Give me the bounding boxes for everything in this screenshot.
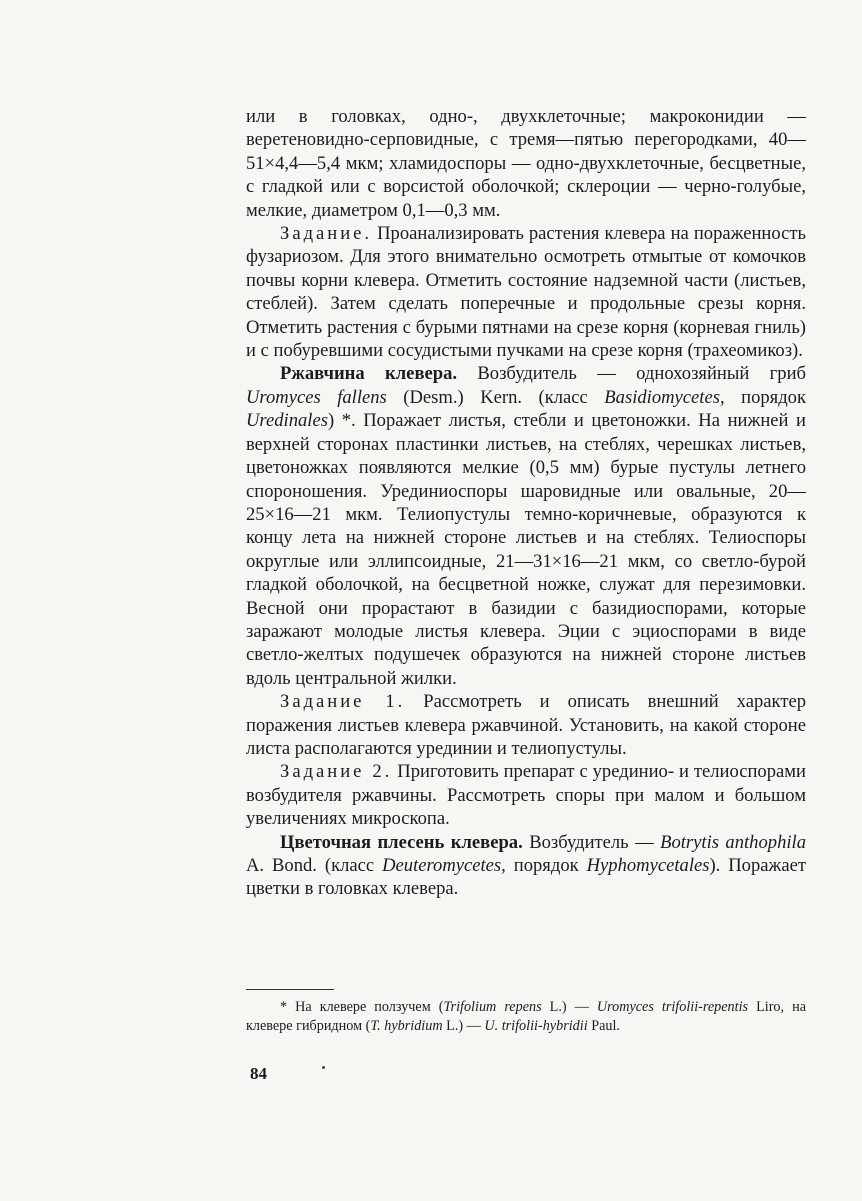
paragraph-mold bbox=[246, 831, 806, 901]
species-name: Uromyces trifolii-repentis bbox=[596, 999, 749, 1015]
text-run: Liro, на клевере гибридном ( bbox=[246, 999, 806, 1034]
text-run: L.) — bbox=[541, 999, 597, 1015]
footnote bbox=[246, 998, 806, 1036]
task-label: Задание. bbox=[280, 223, 373, 245]
text-run: Возбудитель — однохозяйный гриб bbox=[457, 363, 807, 385]
paragraph-task-2 bbox=[246, 760, 806, 830]
text-run: L.) — bbox=[442, 1018, 485, 1034]
taxon-class: Basidiomycetes bbox=[604, 386, 720, 408]
text-run: Возбудитель — bbox=[522, 831, 661, 853]
page-number: 84 bbox=[250, 1064, 267, 1083]
paragraph-task-fusarium bbox=[246, 222, 806, 362]
species-name: Uromyces fallens bbox=[246, 386, 387, 408]
task-text: Проанализировать растения клевера на пораженность фузариозом. Для этого внимательно осмотреть отмытые от комочков почвы корни клевера. Отметить состояние надземной части (листьев, стеблей). Затем сделать поперечные и продольные срезы корня. Отметить растения с бурыми пятнами на срезе корня (корневая гниль) и с побуревшими сосудистыми пучками на срезе корня (трахеомикоз). bbox=[246, 223, 806, 362]
paragraph-fusarium-description: или в головках, одно-, двухклеточные; макроконидии — веретеновидно-серповидные, с тремя—пятью перегородками, 40—51×4,4—5,4 мкм; хламидоспоры — одно-двухклеточные, бесцветные, с гладкой или с ворсистой оболочкой; склероции — черно-голубые, мелкие, диаметром 0,1—0,3 мм. bbox=[246, 106, 806, 221]
task-text: Приготовить препарат с урединио- и телиоспорами возбудителя ржавчины. Рассмотреть споры при малом и большом увеличениях микроскопа. bbox=[246, 761, 807, 830]
text-run: порядок bbox=[505, 855, 587, 876]
text-run: A. Bond. (класс bbox=[246, 855, 383, 876]
taxon-class: Deuteromycetes, bbox=[382, 855, 506, 876]
text-run: ). Поражает цветки в головках клевера. bbox=[246, 855, 806, 900]
main-text bbox=[246, 105, 806, 901]
paragraph-rust bbox=[246, 362, 806, 690]
species-name: U. trifolii-hybridii bbox=[484, 1018, 588, 1034]
taxon-order: Hyphomycetales bbox=[586, 855, 710, 876]
section-heading-mold: Цветочная плесень клевера. bbox=[280, 831, 523, 853]
task-text: Рассмотреть и описать внешний характер поражения листьев клевера ржавчиной. Установить, на какой стороне листа располагаются урединии и телиопустулы. bbox=[246, 691, 806, 759]
paragraph-task-1 bbox=[246, 690, 806, 760]
text-run: , порядок bbox=[719, 386, 807, 408]
footnote-divider bbox=[246, 989, 334, 990]
text-run: * На клевере ползучем ( bbox=[280, 999, 444, 1015]
species-name: Trifolium repens bbox=[443, 999, 542, 1015]
text-run: (Desm.) Kern. (класс bbox=[386, 386, 605, 408]
text-run: Paul. bbox=[587, 1018, 620, 1034]
section-heading-rust: Ржавчина клевера. bbox=[280, 363, 458, 385]
taxon-order: Uredinales bbox=[246, 410, 328, 432]
print-speck bbox=[322, 1066, 325, 1069]
species-name: Botrytis anthophila bbox=[660, 831, 806, 853]
species-name: T. hybridium bbox=[370, 1018, 443, 1034]
task-label: Задание 1. bbox=[280, 691, 406, 713]
text-run: ) *. Поражает листья, стебли и цветоножки. На нижней и верхней сторонах пластинки листьев, на стеблях, черешках листьев, цветоножках появляются мелкие (0,5 мм) бурые пустулы летнего спороношения. Урединиоспоры шаровидные или овальные, 20—25×16—21 мкм. Телиопустулы темно-коричневые, образуются к концу лета на нижней стороне листьев и на стеблях. Телиоспоры округлые или эллипсоидные, 21—31×16—21 мкм, со светло-бурой гладкой оболочкой, на бесцветной ножке, служат для перезимовки. Весной они прорастают в базидии с базидиоспорами, которые заражают молодые листья клевера. Эции с эциоспорами в виде светло-желтых подушечек образуются на нижней стороне листьев вдоль центральной жилки. bbox=[246, 410, 806, 689]
task-label: Задание 2. bbox=[280, 761, 393, 783]
